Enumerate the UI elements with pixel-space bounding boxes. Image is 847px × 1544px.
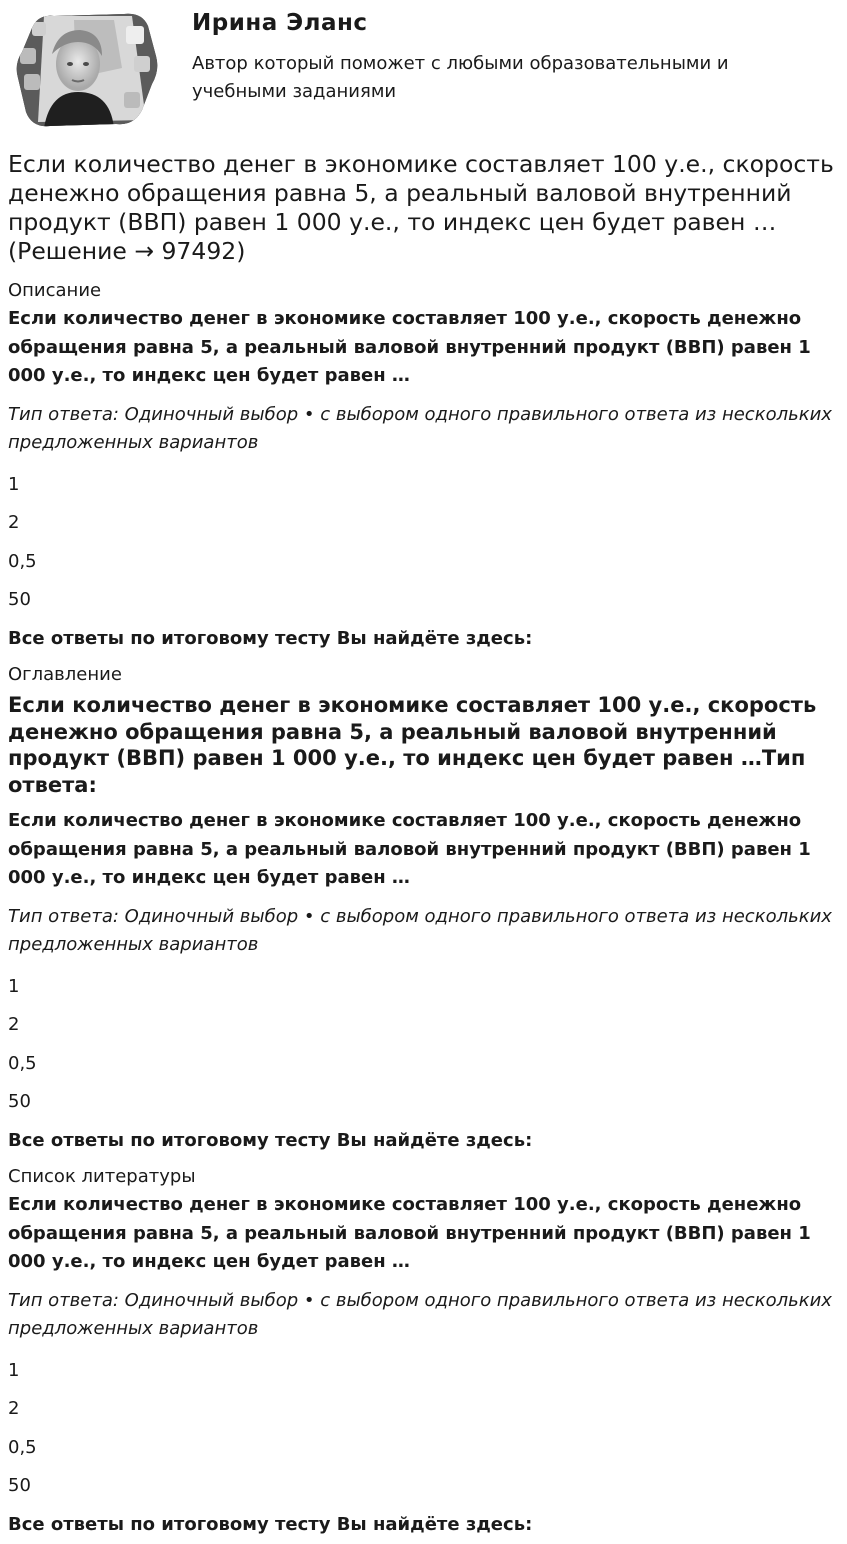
- section-label-literature: Список литературы: [8, 1166, 196, 1187]
- page-title: Если количество денег в экономике составляет 100 у.е., скорость денежно обращения равна 5, а реальный валовой внутренний продукт (ВВП) равен 1 000 у.е., то индекс цен будет равен … (Решение → 97492): [8, 150, 834, 265]
- answer-type: Тип ответа: Одиночный выбор • с выбором одного правильного ответа из нескольких предложенных вариантов: [8, 403, 832, 453]
- all-answers-link: Все ответы по итоговому тесту Вы найдёте здесь:: [8, 1130, 533, 1151]
- answer-option: 50: [8, 1091, 31, 1112]
- answer-type: Тип ответа: Одиночный выбор • с выбором одного правильного ответа из нескольких предложенных вариантов: [8, 1289, 832, 1339]
- answer-type: Тип ответа: Одиночный выбор • с выбором одного правильного ответа из нескольких предложенных вариантов: [8, 905, 832, 955]
- answer-option: 0,5: [8, 550, 37, 572]
- answer-option: 50: [8, 589, 31, 610]
- section-label-description: Описание: [8, 280, 102, 301]
- answer-option: 1: [8, 975, 20, 997]
- toc-heading: Если количество денег в экономике составляет 100 у.е., скорость денежно обращения равна 5, а реальный валовой внутренний продукт (ВВП) равен 1 000 у.е., то индекс цен будет равен …Тип ответа:: [8, 693, 817, 797]
- question-text: Если количество денег в экономике составляет 100 у.е., скорость денежно обращения равна 5, а реальный валовой внутренний продукт (ВВП) равен 1 000 у.е., то индекс цен будет равен …: [8, 810, 811, 888]
- author-name[interactable]: Ирина Эланс: [192, 10, 368, 36]
- question-text: Если количество денег в экономике составляет 100 у.е., скорость денежно обращения равна 5, а реальный валовой внутренний продукт (ВВП) равен 1 000 у.е., то индекс цен будет равен …: [8, 308, 811, 386]
- answer-option: 0,5: [8, 1436, 37, 1458]
- avatar[interactable]: [14, 8, 160, 128]
- all-answers-link: Все ответы по итоговому тесту Вы найдёте здесь:: [8, 1514, 533, 1535]
- answer-option: 2: [8, 1398, 20, 1419]
- answer-option: 1: [8, 473, 20, 495]
- answer-option: 1: [8, 1359, 20, 1381]
- answer-option: 0,5: [8, 1052, 37, 1074]
- author-description: Автор который поможет с любыми образовательными и учебными заданиями: [192, 53, 729, 102]
- answer-option: 2: [8, 1014, 20, 1035]
- toc-section: [8, 664, 839, 1152]
- literature-section: [8, 1166, 839, 1536]
- description-section: [8, 280, 839, 650]
- answer-option: 50: [8, 1475, 31, 1496]
- question-text: Если количество денег в экономике составляет 100 у.е., скорость денежно обращения равна 5, а реальный валовой внутренний продукт (ВВП) равен 1 000 у.е., то индекс цен будет равен …: [8, 1194, 811, 1272]
- all-answers-link: Все ответы по итоговому тесту Вы найдёте здесь:: [8, 628, 533, 649]
- avatar-photo-icon: [14, 8, 160, 128]
- section-label-toc: Оглавление: [8, 664, 122, 685]
- author-block: [8, 0, 839, 136]
- answer-option: 2: [8, 512, 20, 533]
